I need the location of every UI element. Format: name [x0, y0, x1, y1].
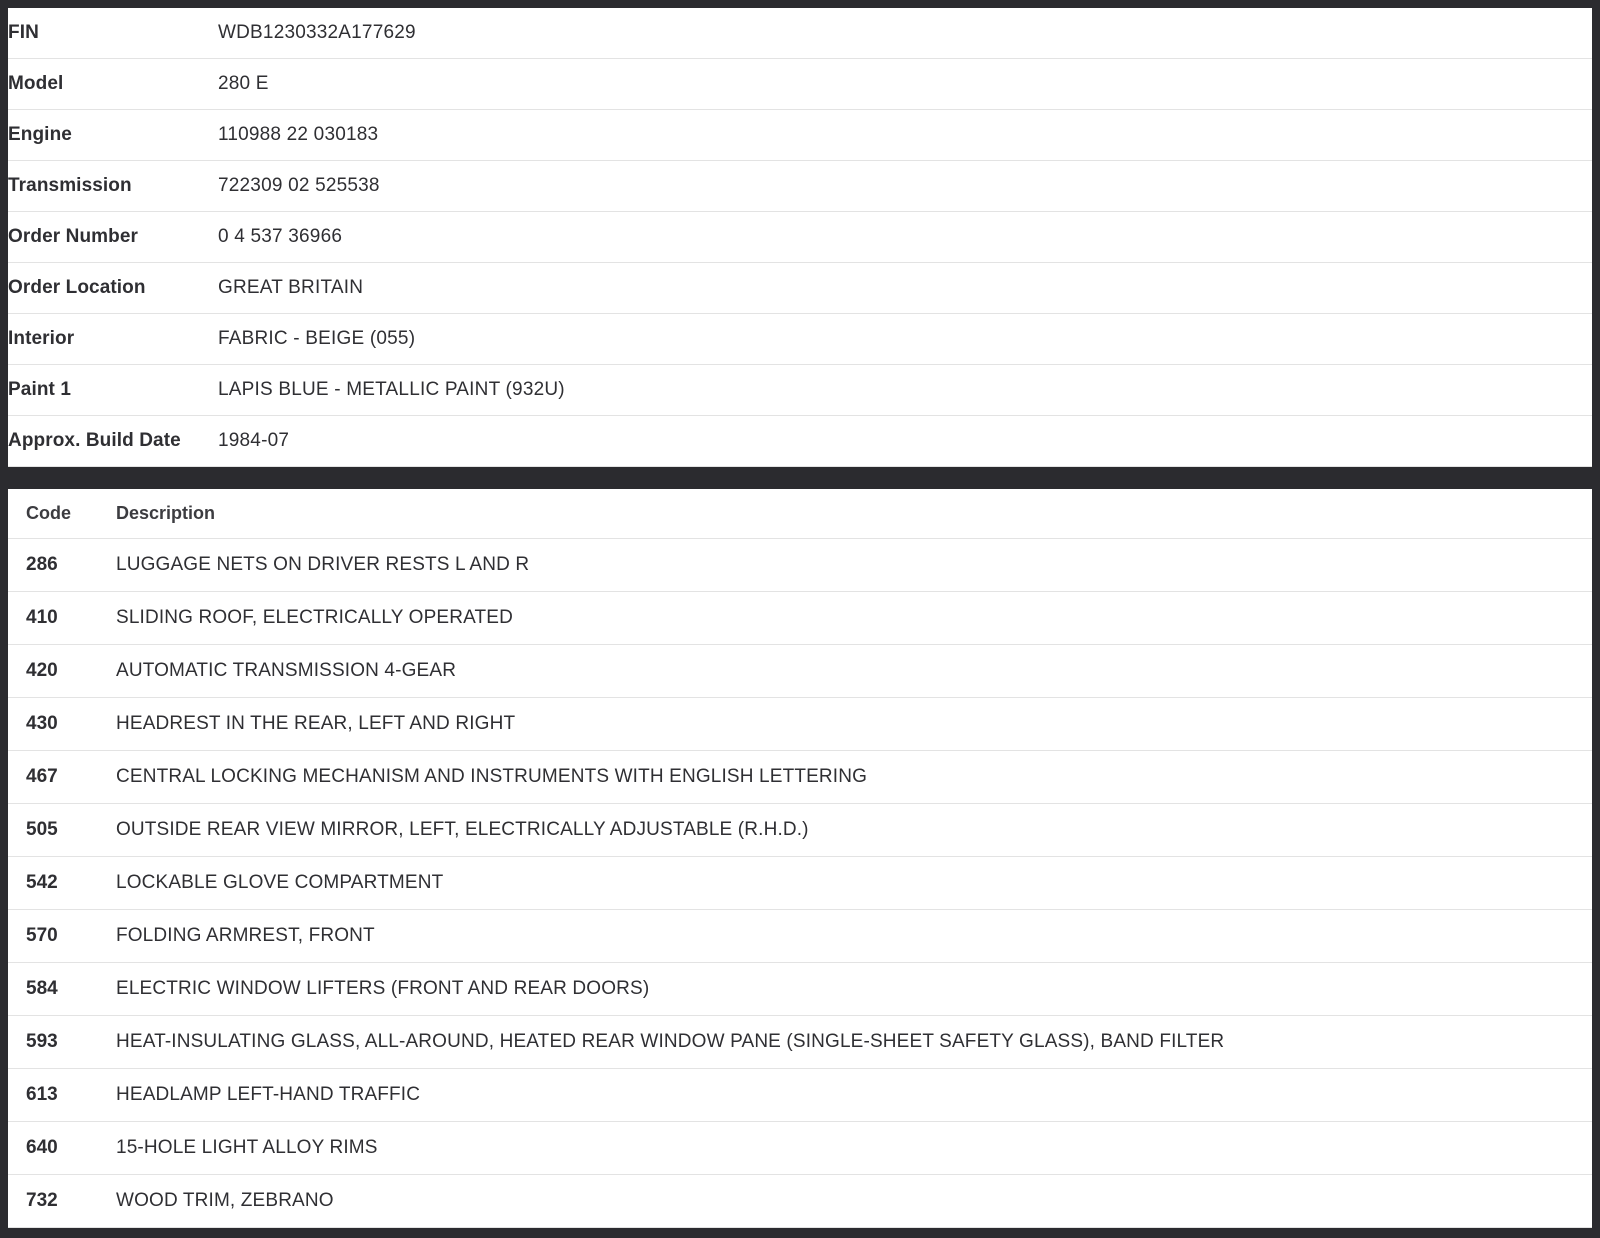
- table-row: [8, 645, 1592, 698]
- option-description: HEADREST IN THE REAR, LEFT AND RIGHT: [116, 713, 516, 734]
- option-description: LOCKABLE GLOVE COMPARTMENT: [116, 872, 444, 893]
- option-description: CENTRAL LOCKING MECHANISM AND INSTRUMENTS WITH ENGLISH LETTERING: [116, 766, 868, 787]
- option-codes-header: [8, 489, 1592, 539]
- table-row: [8, 161, 1592, 212]
- table-row: [8, 365, 1592, 416]
- top-edge-bar: [0, 0, 1600, 8]
- spec-value: FABRIC - BEIGE (055): [218, 328, 416, 349]
- table-row: [8, 263, 1592, 314]
- option-description: FOLDING ARMREST, FRONT: [116, 925, 375, 946]
- option-code: 410: [26, 607, 58, 628]
- vehicle-spec-body: [8, 8, 1592, 467]
- spec-value: GREAT BRITAIN: [218, 277, 364, 298]
- option-code: 613: [26, 1084, 58, 1105]
- spec-value: 0 4 537 36966: [218, 226, 343, 247]
- option-description: OUTSIDE REAR VIEW MIRROR, LEFT, ELECTRICALLY ADJUSTABLE (R.H.D.): [116, 819, 809, 840]
- option-description: HEAT-INSULATING GLASS, ALL-AROUND, HEATED REAR WINDOW PANE (SINGLE-SHEET SAFETY GLASS), BAND FILTER: [116, 1031, 1225, 1052]
- table-row: [8, 1069, 1592, 1122]
- table-row: [8, 539, 1592, 592]
- spec-label: Engine: [8, 124, 72, 145]
- option-codes-body: [8, 539, 1592, 1228]
- table-row: [8, 416, 1592, 467]
- spec-value: 110988 22 030183: [218, 124, 379, 145]
- option-code: 467: [26, 766, 58, 787]
- spec-value: LAPIS BLUE - METALLIC PAINT (932U): [218, 379, 565, 400]
- section-divider: [0, 467, 1600, 489]
- spec-value: 280 E: [218, 73, 269, 94]
- option-code: 570: [26, 925, 58, 946]
- table-row: [8, 910, 1592, 963]
- option-code: 593: [26, 1031, 58, 1052]
- table-row: [8, 314, 1592, 365]
- spec-label: FIN: [8, 22, 39, 43]
- table-row: [8, 1175, 1592, 1228]
- option-code: 732: [26, 1190, 58, 1211]
- bottom-edge-bar: [0, 1228, 1600, 1238]
- table-row: [8, 59, 1592, 110]
- table-row: [8, 963, 1592, 1016]
- option-description: SLIDING ROOF, ELECTRICALLY OPERATED: [116, 607, 513, 628]
- table-row: [8, 212, 1592, 263]
- option-codes-table: [8, 489, 1592, 1228]
- table-row: [8, 698, 1592, 751]
- column-header-code: Code: [26, 503, 71, 523]
- option-code: 430: [26, 713, 58, 734]
- table-row: [8, 804, 1592, 857]
- option-codes-panel: [8, 489, 1592, 1228]
- option-description: AUTOMATIC TRANSMISSION 4-GEAR: [116, 660, 457, 681]
- spec-label: Order Number: [8, 226, 139, 247]
- option-description: 15-HOLE LIGHT ALLOY RIMS: [116, 1137, 378, 1158]
- table-row: [8, 1122, 1592, 1175]
- table-row: [8, 857, 1592, 910]
- spec-value: 722309 02 525538: [218, 175, 380, 196]
- option-description: HEADLAMP LEFT-HAND TRAFFIC: [116, 1084, 421, 1105]
- option-description: ELECTRIC WINDOW LIFTERS (FRONT AND REAR DOORS): [116, 978, 650, 999]
- table-row: [8, 1016, 1592, 1069]
- table-row: [8, 751, 1592, 804]
- option-description: LUGGAGE NETS ON DRIVER RESTS L AND R: [116, 554, 530, 575]
- option-code: 286: [26, 554, 58, 575]
- vehicle-spec-panel: [8, 8, 1592, 467]
- column-header-description: Description: [116, 503, 216, 523]
- spec-label: Transmission: [8, 175, 132, 196]
- option-code: 505: [26, 819, 58, 840]
- table-row: [8, 592, 1592, 645]
- spec-value: 1984-07: [218, 430, 290, 451]
- option-code: 542: [26, 872, 58, 893]
- spec-value: WDB1230332A177629: [218, 22, 416, 43]
- option-code: 640: [26, 1137, 58, 1158]
- spec-label: Paint 1: [8, 379, 71, 400]
- vehicle-spec-table: [8, 8, 1592, 467]
- table-row: [8, 110, 1592, 161]
- option-code: 584: [26, 978, 58, 999]
- spec-label: Interior: [8, 328, 75, 349]
- spec-label: Order Location: [8, 277, 146, 298]
- table-header-row: [8, 489, 1592, 539]
- spec-label: Model: [8, 73, 64, 94]
- table-row: [8, 8, 1592, 59]
- spec-label: Approx. Build Date: [8, 430, 181, 451]
- option-description: WOOD TRIM, ZEBRANO: [116, 1190, 334, 1211]
- option-code: 420: [26, 660, 58, 681]
